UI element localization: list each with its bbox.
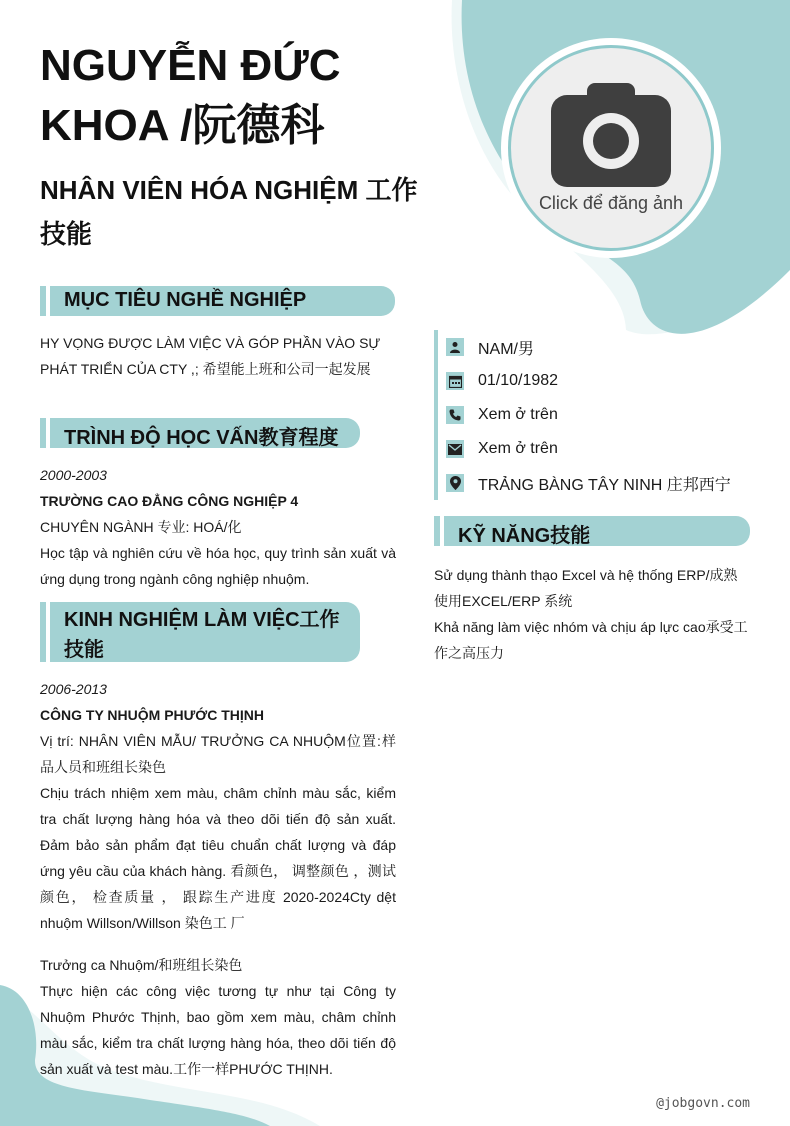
contact-address-text: TRẢNG BÀNG TÂY NINH 庄邦西宁: [478, 476, 731, 494]
contact-birthday-text: 01/10/1982: [478, 372, 559, 389]
contact-email-text: Xem ở trên: [478, 440, 558, 457]
contact-address: [446, 466, 766, 500]
contact-birthday: [446, 364, 766, 398]
education-description: Học tập và nghiên cứu về hóa học, quy trình sản xuất và ứng dụng trong ngành công nghiệp nhuộm.: [40, 545, 396, 587]
education-school: TRƯỜNG CAO ĐẲNG CÔNG NGHIỆP 4: [40, 493, 299, 509]
experience-description: Chịu trách nhiệm xem màu, châm chỉnh màu sắc, kiểm tra chất lượng hàng hóa và theo dõi tiến độ sản xuất. Đảm bảo sản phẩm đạt tiêu chuẩn chất lượng và đáp ứng yêu cầu của khách hàng. 看颜色， 调整颜色 ，测试颜色， 检查质量 ， 跟踪生产进度 2020-2024Cty dệt nhuộm Willson/Willson 染色工 厂: [40, 785, 396, 931]
calendar-icon: [446, 372, 464, 390]
photo-upload-label: Click để đăng ảnh: [538, 192, 684, 213]
skill-item: Khả năng làm việc nhóm và chịu áp lực cao承受工作之高压力: [434, 619, 748, 661]
experience-company: CÔNG TY NHUỘM PHƯỚC THỊNH: [40, 707, 264, 723]
candidate-name: NGUYỄN ĐỨC KHOA /阮德科: [40, 41, 341, 150]
photo-placeholder[interactable]: [508, 45, 714, 251]
skill-item: Sử dụng thành thạo Excel và hệ thống ERP/成熟使用EXCEL/ERP 系统: [434, 567, 738, 609]
contact-list: [434, 330, 766, 500]
education-block: [40, 462, 396, 592]
experience-block: [40, 676, 396, 1082]
section-title-skills: KỸ NĂNG技能: [444, 516, 750, 546]
phone-icon: [446, 406, 464, 424]
contact-gender: [446, 330, 766, 364]
section-title-experience: KINH NGHIỆM LÀM VIỆC工作技能: [50, 602, 360, 662]
objective-text: HY VỌNG ĐƯỢC LÀM VIỆC VÀ GÓP PHẦN VÀO SỰ PHÁT TRIỂN CỦA CTY ,; 希望能上班和公司一起发展: [40, 335, 381, 377]
job-title: NHÂN VIÊN HÓA NGHIỆM 工作技能: [40, 175, 418, 249]
photo-upload[interactable]: [501, 38, 721, 258]
contact-gender-text: NAM/男: [478, 340, 535, 358]
education-period: 2000-2003: [40, 467, 107, 483]
mail-icon: [446, 440, 464, 458]
location-icon: [446, 474, 464, 492]
contact-phone-text: Xem ở trên: [478, 406, 558, 423]
contact-email[interactable]: [446, 432, 766, 466]
experience-position: Vị trí: NHÂN VIÊN MẪU/ TRƯỞNG CA NHUỘM位置:样品人员和班组长染色: [40, 733, 396, 775]
person-icon: [446, 338, 464, 356]
watermark: @jobgovn.com: [656, 1096, 750, 1111]
experience-role2-description: Thực hiện các công việc tương tự như tại Công ty Nhuộm Phước Thịnh, bao gồm xem màu, châm chỉnh màu sắc, kiểm tra chất lượng hàng hóa, theo dõi tiến độ sản xuất và test màu.工作一样PHƯỚC THỊNH.: [40, 983, 396, 1077]
section-title-education: TRÌNH ĐỘ HỌC VẤN教育程度: [50, 418, 360, 448]
education-major: CHUYÊN NGÀNH 专业: HOÁ/化: [40, 519, 242, 535]
experience-period: 2006-2013: [40, 681, 107, 697]
experience-role2: Trưởng ca Nhuộm/和班组长染色: [40, 957, 243, 973]
skills-list: [434, 562, 750, 666]
contact-phone[interactable]: [446, 398, 766, 432]
camera-icon: [551, 83, 671, 187]
section-title-objective: MỤC TIÊU NGHỀ NGHIỆP: [50, 286, 395, 316]
